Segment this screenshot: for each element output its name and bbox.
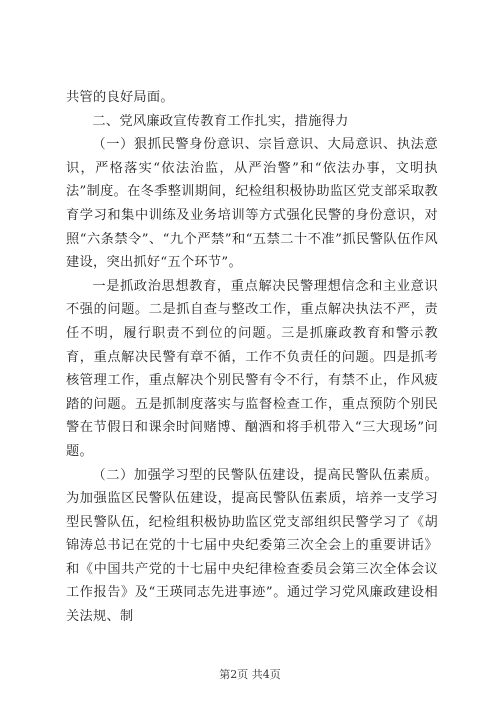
paragraph-five-points: 一是抓政治思想教育，重点解决民警理想信念和主业意识不强的问题。二是抓自查与整改工作，重点解决执法不严，责任不明，履行职责不到位的问题。三是抓廉政教育和警示教育，重点解决民警有章不循，工作不负责任的问题。四是抓考核管理工作，重点解决个别民警有令不行，有禁不止，作风疲踏的问题。五是抓制度落实与监督检查工作，重点预防个别民警在节假日和课余时间赌博、酗酒和将手机带入“三大现场”问题。 bbox=[66, 278, 438, 459]
document-body bbox=[66, 86, 438, 629]
section-heading: 二、党风廉政宣传教育工作扎实，措施得力 bbox=[92, 113, 349, 129]
paragraph-learning-team: （二）加强学习型的民警队伍建设，提高民警队伍素质。为加强监区民警队伍建设，提高民警队伍素质，培养一支学习型民警队伍，纪检组积极协助监区党支部组织民警学习了《胡锦涛总书记在党的十七届中央纪委第三次全会上的重要讲话》和《中国共产党的十七届中央纪律检查委员会第三次全体会议工作报告》及“王瑛同志先进事迹”。通过学习党风廉政建设相关法规、制 bbox=[66, 467, 438, 625]
paragraph-continuation: 共管的良好局面。 bbox=[66, 90, 174, 105]
page-footer: 第2页 共4页 bbox=[219, 668, 281, 681]
paragraph-identity-awareness: （一）狠抓民警身份意识、宗旨意识、大局意识、执法意识，严格落实“依法治监，从严治警”和“依法办事，文明执法”制度。在冬季整训期间，纪检组积极协助监区党支部采取教育学习和集中训练及业务培训等方式强化民警的身份意识，对照“六条禁令”、“九个严禁”和“五禁二十不准”抓民警队伍作风建设，突出抓好“五个环节”。 bbox=[66, 137, 438, 271]
